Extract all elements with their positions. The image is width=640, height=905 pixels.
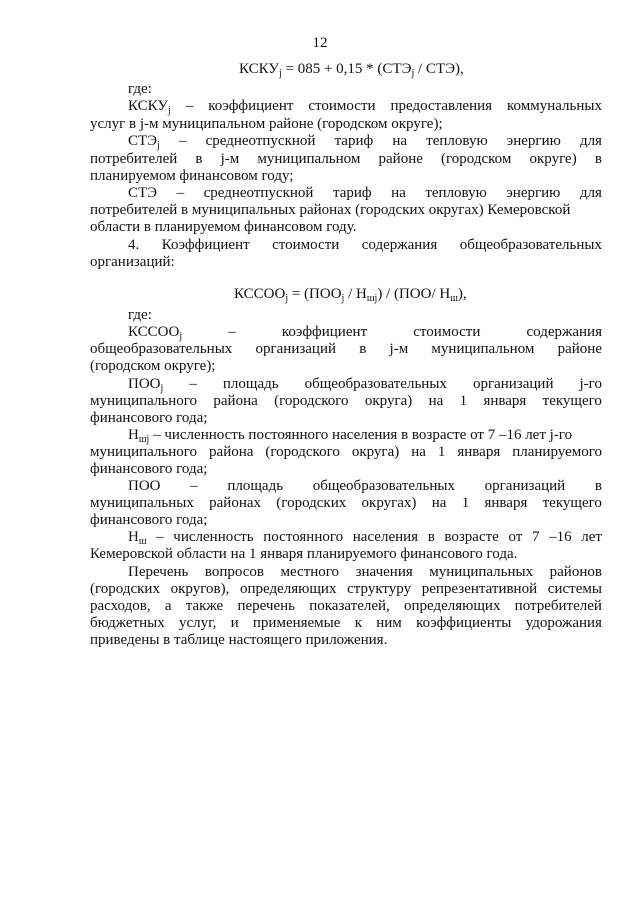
page-number: 12 bbox=[312, 35, 328, 51]
stej-definition-line1: $СТЭ_j$ – среднеотпускной тариф на тепловую энергию для bbox=[128, 133, 602, 151]
section-4-heading-line2: организаций: bbox=[90, 254, 175, 270]
poo-definition-line2: муниципальных районах (городских округах) на 1 января текущего bbox=[90, 495, 602, 511]
formula-kcku: $КСКУ_j = 085 + 0,15 * (СТЭ_j / СТЭ)$, bbox=[239, 61, 464, 79]
nsh-definition-line2: Кемеровской области на 1 января планируемого финансового года. bbox=[90, 546, 518, 562]
pooj-definition-line2: муниципального района (городского округа) на 1 января текущего bbox=[90, 393, 602, 409]
final-paragraph-line2: (городских округов), определяющих структуру репрезентативной системы bbox=[90, 581, 602, 597]
kcku-definition-line1: $КСКУ_j$ – коэффициент стоимости предоставления коммунальных bbox=[128, 98, 602, 116]
where-label: где: bbox=[128, 81, 152, 97]
ste-definition-line1: СТЭ – среднеотпускной тариф на тепловую энергию для bbox=[128, 185, 602, 201]
poo-definition-line3: финансового года; bbox=[90, 512, 208, 528]
nsh-definition-line1: $Н_ш$ – численность постоянного населения в возрасте от 7 –16 лет bbox=[128, 529, 602, 547]
final-paragraph-line1: Перечень вопросов местного значения муниципальных районов bbox=[128, 564, 602, 580]
final-paragraph-line3: расходов, а также перечень показателей, определяющих потребителей bbox=[90, 598, 602, 614]
stej-definition-line3: планируемом финансовом году; bbox=[90, 168, 294, 184]
section-4-heading-line1: 4. Коэффициент стоимости содержания общеобразовательных bbox=[128, 237, 602, 253]
nshj-definition-line2: муниципального района (городского округа) на 1 января планируемого bbox=[90, 444, 602, 460]
kssoo-definition-line2: общеобразовательных организаций в j-м муниципальном районе bbox=[90, 341, 602, 357]
ste-definition-line3: области в планируемом финансовом году. bbox=[90, 219, 357, 235]
pooj-definition-line1: $ПОО_j$ – площадь общеобразовательных организаций j-го bbox=[128, 376, 602, 394]
poo-definition-line1: ПОО – площадь общеобразовательных организаций в bbox=[128, 478, 602, 494]
kssoo-definition-line3: (городском округе); bbox=[90, 358, 216, 374]
kcku-definition-line2: услуг в j-м муниципальном районе (городском округе); bbox=[90, 116, 443, 132]
nshj-definition-line3: финансового года; bbox=[90, 461, 208, 477]
kssoo-definition-line1: $КССОО_j$ – коэффициент стоимости содержания bbox=[128, 324, 602, 342]
final-paragraph-line5: приведены в таблице настоящего приложения. bbox=[90, 632, 388, 648]
final-paragraph-line4: бюджетных услуг, и применяемые к ним коэффициенты удорожания bbox=[90, 615, 602, 631]
formula-kssoo: $КССОО_j = (ПОО_j / Н_{шj}) / (ПОО/$ $Н_ш$), bbox=[234, 286, 467, 304]
nshj-definition-line1: $Н_{шj}$ – численность постоянного населения в возрасте от 7 –16 лет j-го bbox=[128, 427, 573, 445]
pooj-definition-line3: финансового года; bbox=[90, 410, 208, 426]
ste-definition-line2: потребителей в муниципальных районах (городских округах) Кемеровской bbox=[90, 202, 571, 218]
where-label-2: где: bbox=[128, 307, 152, 323]
stej-definition-line2: потребителей в j-м муниципальном районе (городском округе) в bbox=[90, 151, 602, 167]
